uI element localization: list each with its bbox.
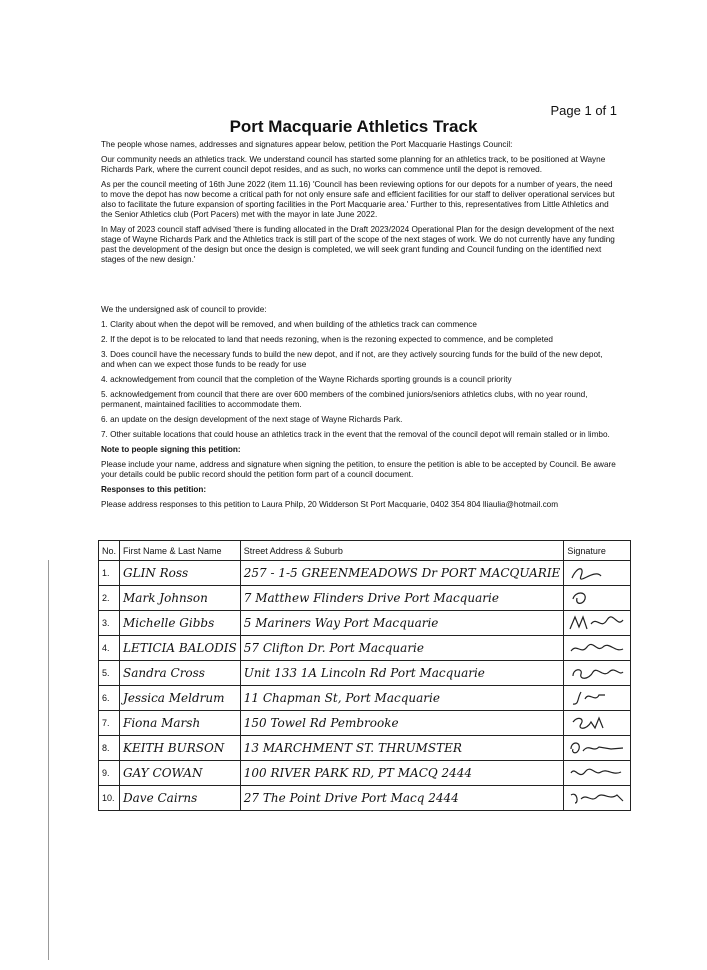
table-row	[99, 686, 631, 711]
intro-text: The people whose names, addresses and signatures appear below, petition the Port Macquarie Hastings Council:	[101, 140, 513, 149]
signer-name: Mark Johnson	[120, 586, 241, 611]
signer-name: Michelle Gibbs	[120, 611, 241, 636]
table-row	[99, 761, 631, 786]
signer-name: GLIN Ross	[120, 561, 241, 586]
signature-cell	[564, 786, 631, 811]
handwritten-signature	[567, 664, 627, 682]
signer-address: 150 Towel Rd Pembrooke	[240, 711, 564, 736]
table-row	[99, 661, 631, 686]
signature-cell	[564, 711, 631, 736]
petition-title: Port Macquarie Athletics Track	[229, 117, 478, 136]
signer-name: Fiona Marsh	[120, 711, 241, 736]
table-row	[99, 636, 631, 661]
signature-table	[98, 540, 631, 811]
ask-item: 5. acknowledgement from council that there are over 600 members of the combined juniors/seniors athletics clubs, with no year round, permanent, maintained facilities to accommodate them.	[101, 390, 588, 409]
signature-cell	[564, 686, 631, 711]
signer-name: LETICIA BALODIS	[120, 636, 241, 661]
row-number: 4.	[99, 636, 120, 661]
row-number: 6.	[99, 686, 120, 711]
header-name: First Name & Last Name	[120, 541, 241, 561]
handwritten-signature	[567, 764, 627, 782]
table-row	[99, 561, 631, 586]
paragraph-3: In May of 2023 council staff advised 'there is funding allocated in the Draft 2023/2024 Operational Plan for the design development of the next stage of Wayne Richards Park and the Athletics track is still part of the scope of the next stages of work. We do not currently have any funding past the development of the design but once the design is completed, we will seek grant funding and Council funding on the identified next stages of the new design.'	[101, 225, 615, 264]
table-row	[99, 586, 631, 611]
table-row	[99, 611, 631, 636]
petition-body	[101, 140, 616, 270]
signer-address: 11 Chapman St, Port Macquarie	[240, 686, 564, 711]
signer-name: KEITH BURSON	[120, 736, 241, 761]
signer-address: 5 Mariners Way Port Macquarie	[240, 611, 564, 636]
ask-item: 7. Other suitable locations that could house an athletics track in the event that the removal of the council depot will remain stalled or in limbo.	[101, 430, 610, 439]
row-number: 1.	[99, 561, 120, 586]
row-number: 2.	[99, 586, 120, 611]
signature-cell	[564, 761, 631, 786]
signer-name: Sandra Cross	[120, 661, 241, 686]
signature-cell	[564, 586, 631, 611]
row-number: 10.	[99, 786, 120, 811]
signer-name: GAY COWAN	[120, 761, 241, 786]
signer-address: 27 The Point Drive Port Macq 2444	[240, 786, 564, 811]
handwritten-signature	[567, 639, 627, 657]
page-number: Page 1 of 1	[550, 103, 617, 118]
ask-item: 6. an update on the design development of the next stage of Wayne Richards Park.	[101, 415, 403, 424]
header-address: Street Address & Suburb	[240, 541, 564, 561]
row-number: 5.	[99, 661, 120, 686]
handwritten-signature	[567, 614, 627, 632]
handwritten-signature	[567, 714, 627, 732]
ask-item: 1. Clarity about when the depot will be removed, and when building of the athletics track can commence	[101, 320, 477, 329]
signer-address: 57 Clifton Dr. Port Macquarie	[240, 636, 564, 661]
row-number: 8.	[99, 736, 120, 761]
ask-item: 2. If the depot is to be relocated to land that needs rezoning, when is the rezoning expected to commence, and be completed	[101, 335, 553, 344]
signature-cell	[564, 736, 631, 761]
asks-section	[101, 305, 616, 515]
ask-item: 4. acknowledgement from council that the completion of the Wayne Richards sporting grounds is a council priority	[101, 375, 512, 384]
header-signature: Signature	[564, 541, 631, 561]
signature-cell	[564, 636, 631, 661]
signer-address: 7 Matthew Flinders Drive Port Macquarie	[240, 586, 564, 611]
signature-cell	[564, 661, 631, 686]
handwritten-signature	[567, 789, 627, 807]
signer-address: Unit 133 1A Lincoln Rd Port Macquarie	[240, 661, 564, 686]
handwritten-signature	[567, 564, 627, 582]
table-row	[99, 736, 631, 761]
signer-address: 100 RIVER PARK RD, PT MACQ 2444	[240, 761, 564, 786]
row-number: 7.	[99, 711, 120, 736]
note-heading: Note to people signing this petition:	[101, 445, 241, 454]
signer-address: 13 MARCHMENT ST. THRUMSTER	[240, 736, 564, 761]
scan-edge-line	[48, 560, 49, 960]
table-row	[99, 711, 631, 736]
handwritten-signature	[567, 739, 627, 757]
handwritten-signature	[567, 689, 627, 707]
signer-address: 257 - 1-5 GREENMEADOWS Dr PORT MACQUARIE	[240, 561, 564, 586]
signer-name: Jessica Meldrum	[120, 686, 241, 711]
handwritten-signature	[567, 589, 627, 607]
signature-cell	[564, 561, 631, 586]
responses-text: Please address responses to this petition to Laura Philp, 20 Widderson St Port Macquarie, 0402 354 804 lliaulia@hotmail.com	[101, 500, 559, 509]
responses-heading: Responses to this petition:	[101, 485, 207, 494]
header-no: No.	[99, 541, 120, 561]
table-header-row	[99, 541, 631, 561]
table-row	[99, 786, 631, 811]
paragraph-1: Our community needs an athletics track. We understand council has started some planning for an athletics track, to be positioned at Wayne Richards Park, where the current council depot resides, and as such, no works can commence until the depot is removed.	[101, 155, 606, 174]
paragraph-2: As per the council meeting of 16th June 2022 (item 11.16) 'Council has been reviewing options for our depots for a number of years, the need to move the depot has now become a critical path for not only ensure safe and efficient facilities for our staff to deliver operational services but also to facilitate the future expansion of sporting facilities in the Port Macquarie area.' Further to this, representatives from Little Athletics and the Senior Athletics club (Port Pacers) met with the mayor in late June 2022.	[101, 180, 615, 219]
ask-item: 3. Does council have the necessary funds to build the new depot, and if not, are they actively sourcing funds for the build of the new depot, and when can we expect those funds to be ready for use	[101, 350, 603, 369]
asks-heading: We the undersigned ask of council to provide:	[101, 305, 267, 314]
signer-name: Dave Cairns	[120, 786, 241, 811]
row-number: 3.	[99, 611, 120, 636]
signature-cell	[564, 611, 631, 636]
row-number: 9.	[99, 761, 120, 786]
note-text: Please include your name, address and signature when signing the petition, to ensure the petition is able to be accepted by Council. Be aware your details could be public record should the petition form part of a council document.	[101, 460, 616, 479]
